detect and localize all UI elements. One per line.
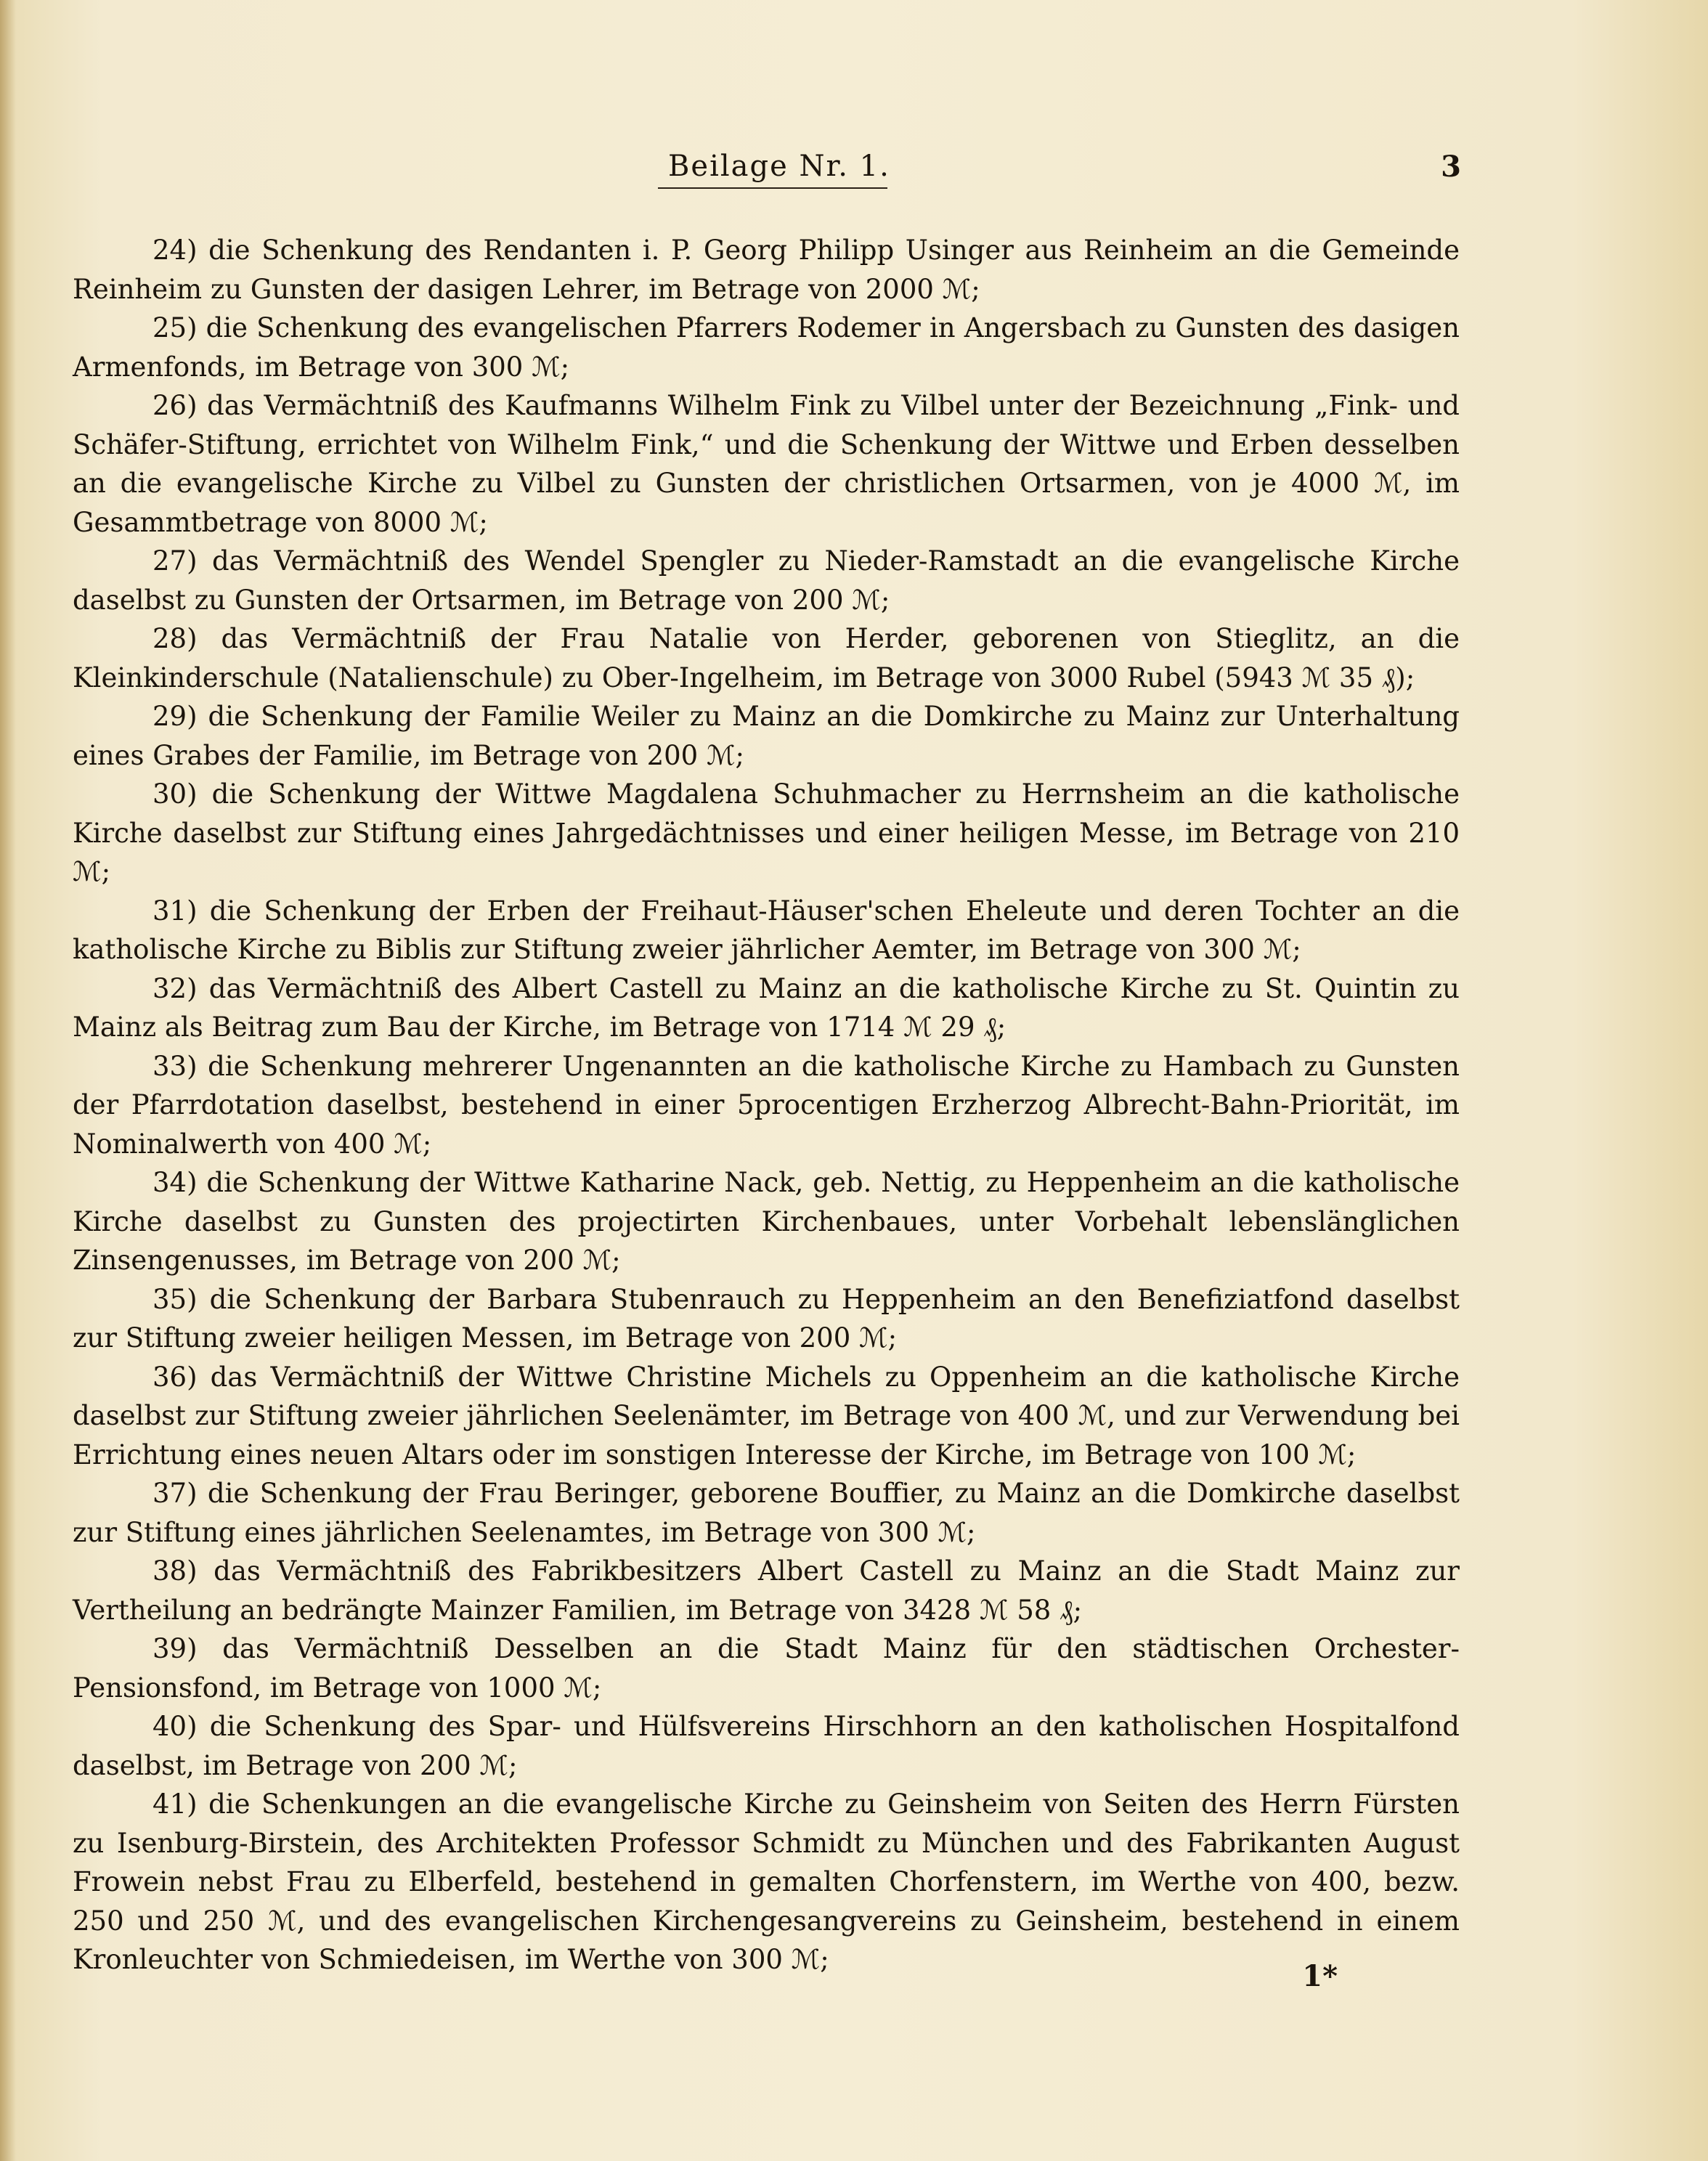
entry-24: 24) die Schenkung des Rendanten i. P. Georg Philipp Usinger aus Reinheim an die Gemeinde Reinheim zu Gunsten der dasigen Lehrer, im Betrage von 2000 ℳ; — [73, 235, 1460, 305]
entry-35: 35) die Schenkung der Barbara Stubenrauch zu Heppenheim an den Benefiziatfond daselbst zur Stiftung zweier heiligen Messen, im Betrage von 200 ℳ; — [73, 1283, 1460, 1354]
entry-30: 30) die Schenkung der Wittwe Magdalena Schuhmacher zu Herrnsheim an die katholische Kirche daselbst zur Stiftung eines Jahrgedächtnisses und einer heiligen Messe, im Betrage von 210 ℳ; — [73, 778, 1460, 887]
entry-40: 40) die Schenkung des Spar- und Hülfsvereins Hirschhorn an den katholischen Hospitalfond daselbst, im Betrage von 200 ℳ; — [73, 1711, 1460, 1781]
entry-27: 27) das Vermächtniß des Wendel Spengler zu Nieder-Ramstadt an die evangelische Kirche daselbst zu Gunsten der Ortsarmen, im Betrage von 200 ℳ; — [73, 545, 1460, 616]
entry-38: 38) das Vermächtniß des Fabrikbesitzers Albert Castell zu Mainz an die Stadt Mainz zur Vertheilung an bedrängte Mainzer Familien, im Betrage von 3428 ℳ 58 ₰; — [73, 1555, 1460, 1626]
header-rule — [658, 187, 887, 189]
entry-29: 29) die Schenkung der Familie Weiler zu Mainz an die Domkirche zu Mainz zur Unterhaltung eines Grabes der Familie, im Betrage von 200 ℳ; — [73, 701, 1460, 771]
entry-36: 36) das Vermächtniß der Wittwe Christine Michels zu Oppenheim an die katholische Kirche daselbst zur Stiftung zweier jährlichen Seelenämter, im Betrage von 400 ℳ, und zur Verwendung bei Errichtung eines neuen Altars oder im sonstigen Interesse der Kirche, im Betrage von 100 ℳ; — [73, 1361, 1460, 1470]
entry-33: 33) die Schenkung mehrerer Ungenannten an die katholische Kirche zu Hambach zu Gunsten der Pfarrdotation daselbst, bestehend in einer 5procentigen Erzherzog Albrecht-Bahn-Priorität, im Nominalwerth von 400 ℳ; — [73, 1050, 1460, 1160]
entry-31: 31) die Schenkung der Erben der Freihaut-Häuser'schen Eheleute und deren Tochter an die katholische Kirche zu Biblis zur Stiftung zweier jährlicher Aemter, im Betrage von 300 ℳ; — [73, 895, 1460, 965]
page-number: 3 — [1441, 150, 1461, 184]
entry-34: 34) die Schenkung der Wittwe Katharine Nack, geb. Nettig, zu Heppenheim an die katholische Kirche daselbst zu Gunsten des projectirten Kirchenbaues, unter Vorbehalt lebenslänglichen Zinsengenusses, im Betrage von 200 ℳ; — [73, 1167, 1460, 1276]
body-text — [73, 231, 1460, 1979]
page-header — [0, 150, 1708, 193]
entry-26: 26) das Vermächtniß des Kaufmanns Wilhelm Fink zu Vilbel unter der Bezeichnung „Fink- und Schäfer-Stiftung, errichtet von Wilhelm Fink,“ und die Schenkung der Wittwe und Erben desselben an die evangelische Kirche zu Vilbel zu Gunsten der christlichen Ortsarmen, von je 4000 ℳ, im Gesammtbetrage von 8000 ℳ; — [73, 390, 1460, 538]
entry-39: 39) das Vermächtniß Desselben an die Stadt Mainz für den städtischen Orchester-Pensionsfond, im Betrage von 1000 ℳ; — [73, 1633, 1460, 1704]
entry-32: 32) das Vermächtniß des Albert Castell zu Mainz an die katholische Kirche zu St. Quintin zu Mainz als Beitrag zum Bau der Kirche, im Betrage von 1714 ℳ 29 ₰; — [73, 972, 1460, 1043]
entry-37: 37) die Schenkung der Frau Beringer, geborene Bouffier, zu Mainz an die Domkirche daselbst zur Stiftung eines jährlichen Seelenamtes, im Betrage von 300 ℳ; — [73, 1478, 1460, 1548]
running-title: Beilage Nr. 1. — [668, 150, 890, 183]
signature-mark: 1* — [1302, 1959, 1338, 1993]
entry-41: 41) die Schenkungen an die evangelische Kirche zu Geinsheim von Seiten des Herrn Fürsten zu Isenburg-Birstein, des Architekten Professor Schmidt zu München und des Fabrikanten August Frowein nebst Frau zu Elberfeld, bestehend in gemalten Chorfenstern, im Werthe von 400, bezw. 250 und 250 ℳ, und des evangelischen Kirchengesangvereins zu Geinsheim, bestehend in einem Kronleuchter von Schmiedeisen, im Werthe von 300 ℳ; — [73, 1788, 1460, 1975]
entry-25: 25) die Schenkung des evangelischen Pfarrers Rodemer in Angersbach zu Gunsten des dasigen Armenfonds, im Betrage von 300 ℳ; — [73, 312, 1460, 383]
entry-28: 28) das Vermächtniß der Frau Natalie von Herder, geborenen von Stieglitz, an die Kleinkinderschule (Natalienschule) zu Ober-Ingelheim, im Betrage von 3000 Rubel (5943 ℳ 35 ₰); — [73, 623, 1460, 693]
